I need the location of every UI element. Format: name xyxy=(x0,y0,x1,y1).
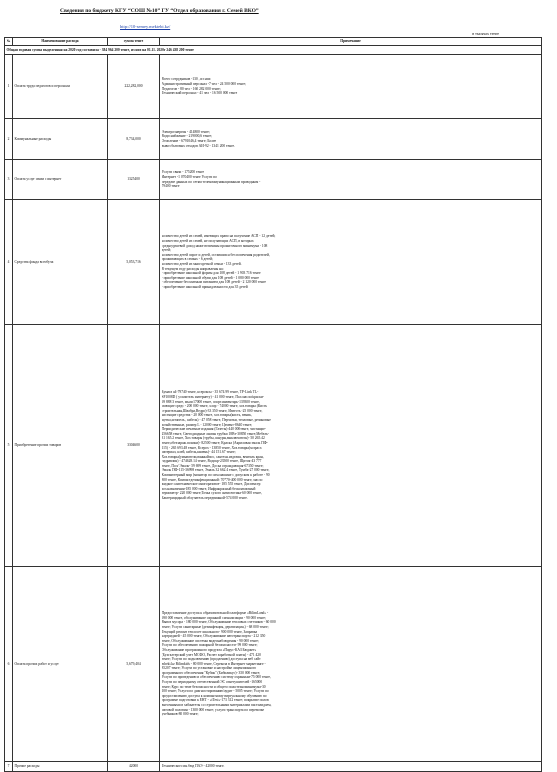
expense-note xyxy=(160,160,542,200)
note-line: Вывоз мусора - 180 000 тенге, Обслуживание тепловых счетчиков - 60 000 xyxy=(161,620,276,625)
note-line: Эмаль ПФ-115-36998 тенге, Эмаль 32 662.4 тенге, Тумба-27 000 тенге, xyxy=(161,468,270,473)
table-row xyxy=(5,160,542,200)
note-line: предоставлению доступа к компактному виртуальному обучению по xyxy=(161,693,267,698)
note-line: 115) - 265 693.48 тенге, Ксерох - 13850 тенге, Хоз.товары(хозрасх xyxy=(161,445,262,450)
note-line: проживающих в семьях - 6 детей; xyxy=(161,257,214,262)
note-line: Бумага a4-79740 тенге, ксероксы - 35 674.99 тенге, TP-Link TL- xyxy=(161,390,259,395)
note-line: количество детей из многодетной семьи - 133 детей. xyxy=(161,262,242,266)
note-line: Водоснабжение - 219000,6 тенге; xyxy=(161,134,213,139)
note-line: матовой половин - 1300 000 тенге; услуги транспорта по перевозке xyxy=(161,707,265,712)
expense-sum: 42000 xyxy=(108,762,160,772)
expense-sum: 3304600 xyxy=(108,325,160,567)
note-line: Услуги по обеспечению пожарной безопасности- 99 000 тенге; xyxy=(161,643,258,648)
note-line: 800 тенге, Компастдезинфекционный: 70*70-400 000 тенге, масло xyxy=(161,477,263,482)
website-link[interactable]: http://10-semey.mektebi.kz/ xyxy=(120,24,171,29)
note-line: Отопление - 6791046,4 тенге; Более xyxy=(161,139,217,143)
note-line: передаче данных по сетям телекоммуникационным проводным - xyxy=(161,179,261,184)
note-line: Услуги по проведению и обеспечению систему охранным-75 000 тенге, xyxy=(161,675,271,680)
note-line: (Бухгалтерский учет МСФО, Расчет заработной платы) - 471 420 xyxy=(161,652,261,657)
expense-name: Приобретение прочих товаров xyxy=(13,325,108,567)
note-line: - обеспечение бесплатным питанием для 108 детей - 2 120 000 тенге xyxy=(161,280,267,285)
table-row xyxy=(5,762,542,772)
note-line: В текущем году расходы направлены на: xyxy=(161,266,224,271)
note-line: Компьютерный мир (монитор по сим.машине с допуском к работе - 90 xyxy=(161,473,270,478)
note-line: количество детей из семей, имеющих право на получение АСП - 12 детей; xyxy=(161,234,276,239)
table-row xyxy=(5,200,542,325)
expense-name: Оплата труда педагогов и персонала xyxy=(13,55,108,119)
expense-sum: 1325400 xyxy=(108,160,160,200)
note-line: Хоз.товары(умыватели,ванныйпос, сантехн.изделия, вентиль кран, xyxy=(161,454,264,459)
expense-note xyxy=(160,325,542,567)
table-row xyxy=(5,119,542,160)
row-number: 6 xyxy=(5,567,13,762)
note-line: 69 888 3 тенге, мыло17000 тенге, спорт.инвентарь-139300 тенге, xyxy=(161,399,260,404)
note-line: 256658 тенге, Светодиодные лампы трубки 18Вт-30850 тенге;Мебель- xyxy=(161,431,269,436)
row-number: 7 xyxy=(5,762,13,772)
expense-note xyxy=(160,119,542,160)
note-line: Услуги по периодному отечественной ЭС огнетушителей -165000 xyxy=(161,680,263,685)
document-title: Сведения по бюджету КГУ “СОШ №10” ГУ “Отдел образования г. Семей ВКО” xyxy=(60,8,259,14)
note-line: картриджей - 45 000 тенге, Обслуживание автотранспорта - 212 350 xyxy=(161,634,266,639)
expense-name: Средства фонда всеобуча xyxy=(13,200,108,325)
note-line: Интернет -1 070400 тенге Услуги по xyxy=(161,174,217,179)
note-line: количество детей сирот и детей, оставшихся без попечения родителей, xyxy=(161,252,270,257)
note-line: материал, клей, кабель,камень)- 44 151.67 тенге; xyxy=(161,450,236,455)
expense-sum: 5,679,404 xyxy=(108,567,160,762)
note-line: Технический персонал - 41 чел - 16 500 000 тенге xyxy=(161,91,238,96)
note-line: Обслуживание программного продукта «Парус-КАЗ Бюджет» xyxy=(161,647,257,652)
table-header-row xyxy=(5,38,542,46)
note-line: хозяйственные, размер L - 12000 тенге; Цемент-8640 тенге; xyxy=(161,422,253,427)
note-line: Всего сотрудников -130 , из них: xyxy=(161,77,212,82)
expense-note xyxy=(160,200,542,325)
note-line: 690 000 тенге, обслуживание охранной сигнализации - 90 000 тенге; xyxy=(161,615,267,620)
note-line: 85207 тенге; Услуги по установке и настройке лицензионного xyxy=(161,666,257,671)
note-line: Административный персонал -7 чел - 24 500 000 тенге; xyxy=(161,81,247,86)
note-line: 31 165.2 тенге, Хоз.товары (трубы, шнуры,выключатель)- 50 265.42 xyxy=(161,436,265,441)
note-line: термометр- 220 000 тенге;Точка сухого антисептика-60 000 тенге, xyxy=(161,491,262,496)
note-line: щетка,штапель , кабель) - 47 058 тенге, Перчатки, тепловые, резиновые xyxy=(161,417,271,422)
expense-name: Прочие расходы xyxy=(13,762,108,772)
row-number: 1 xyxy=(5,55,13,119)
note-line: Текущий ремонт теплосет школьного- 900 000 тенге, Заправка xyxy=(161,629,258,634)
note-line: - приобретение школьной формы для 108 детей - 1 903 716 тенге xyxy=(161,271,261,276)
note-line: тенге; Курс по теме безопасности и общего пожстехноминимума-30 xyxy=(161,684,266,689)
units-note: в тысячах тенге xyxy=(472,31,499,36)
note-line: тенге; Услуги по подключению (продлению) доступа на веб сайт xyxy=(161,657,261,662)
note-line: Предоставление доступа к образовательной платформе «BilimLand» - xyxy=(161,611,269,616)
total-text: Общая годовая сумма выделенная на 2020 год составила - 384 964 200 тенге, из них на 01.11. 2020г 246 438 200 тенге xyxy=(5,46,542,55)
expense-sum: 222,282,000 xyxy=(108,55,160,119)
note-line: тенге; Услуги санитарные (дезинфекция, дератизация,) - 68 000 тенге; xyxy=(161,624,269,629)
note-line: Бактерицидный облучатель передвижной-574 000 тенге. xyxy=(161,496,248,501)
note-line: среднедушевой доход ниже величины прожиточного минимума - 108 xyxy=(161,243,268,248)
note-line: - приобретение школьной принадлежности для 35 детей xyxy=(161,284,248,289)
expense-note xyxy=(160,762,542,772)
note-line: Технического ин.бюд ПАЭ - 42000 тенге. xyxy=(161,764,225,769)
note-line: программного обеспечения "Кубик" (Бибиликус)- 350 000 тенге; xyxy=(161,670,261,675)
expense-name: Коммунальные расходы xyxy=(13,119,108,160)
note-line: внесенными в хабжатеты со строительными материалами пастилидаем, xyxy=(161,703,272,708)
total-row xyxy=(5,46,542,55)
row-number: 3 xyxy=(5,160,13,200)
note-line: Услуги связи - 175200 тенге xyxy=(161,170,205,175)
note-line: - приобретение школьной обуви для 108 детей - 1 080 000 тенге xyxy=(161,275,259,280)
note-line: тенге, Обслуживание системы видеонаблюдения - 90 000 тенге; xyxy=(161,638,260,643)
expense-note xyxy=(160,55,542,119)
table-row xyxy=(5,567,542,762)
expense-note xyxy=(160,567,542,762)
note-line: Педагогов - 80 чел - 160 282 000 тенге; xyxy=(161,86,221,91)
row-number: 4 xyxy=(5,200,13,325)
note-line: SF1008D ( усилитель интернету) - 41 000 тенге, Пол.масло/краски- xyxy=(161,394,264,399)
expense-sum: 5,053,716 xyxy=(108,200,160,325)
note-line: mbeki.kz Bilimkids - 80 000 тенге, Стрекоза в Интернет маркетинге - xyxy=(161,661,266,666)
header-num: № xyxy=(5,38,13,46)
budget-table xyxy=(4,37,542,772)
expense-name: Оплата прочих работ и услуг xyxy=(13,567,108,762)
note-line: тенге, Пол/ Эмаль- 59 699 тенге, Доска ограждающая-67350 тенге; xyxy=(161,463,264,468)
table-row xyxy=(5,55,542,119)
note-line: Периодические печатные издания (Газеты)-440 000тенге, чистящие- xyxy=(161,427,267,432)
header-sum: сумма тенге xyxy=(108,38,160,46)
note-line: моющие средс - 200 000 тенге, хлор - 74000 тенге, хоз.товары (Кисть xyxy=(161,404,268,409)
note-line: учебников-80 000 тенге; xyxy=(161,712,199,717)
note-line: тенге,обеззараж.поилки)- 82500 тенге; Краска (Акриловая эмаль ПФ- xyxy=(161,440,268,445)
row-number: 5 xyxy=(5,325,13,567)
note-line: хоз.назначения-185 000 тенге, Инфракрасный бесконтактный xyxy=(161,486,256,491)
table-row xyxy=(5,325,542,567)
note-line: 100 тенге; Услуги по диагностированию/аудит - 5005 тенге; Услуги по xyxy=(161,689,269,694)
note-line: детей; xyxy=(161,248,172,253)
note-line: Электроэнергия - 414800 тенге; xyxy=(161,129,210,134)
note-line: чистящие средства - 20 000 тенге, хоз.товары(кисть, веник, xyxy=(161,413,252,418)
note-line: вывоз бытовых отходов АИ-92 - 1341 200 тенге. xyxy=(161,143,236,148)
note-line: строительная,Швабра,Ведро)-33 350 тенге, Известь -25 000 тенге, xyxy=(161,408,263,413)
note-line: программе подготовки к ЕНТ - «iTest»-173 312 тенге; покрытие полов xyxy=(161,698,269,703)
header-name: Наименование расхода xyxy=(13,38,108,46)
note-line: жидкое сантехническое многоразовое- 185 555 тенге, Диспенсер xyxy=(161,482,261,487)
note-line: гидравлик) - 474628.14 тенге, Водокр-23500 тенге, Щиток-43 777 xyxy=(161,459,262,464)
expense-sum: 8,734,000 xyxy=(108,119,160,160)
expense-name: Оплата услуг связи с интернет xyxy=(13,160,108,200)
row-number: 2 xyxy=(5,119,13,160)
note-line: 79400 тенге xyxy=(161,184,180,189)
note-line: количество детей из семей, не получающих АСП, в которых xyxy=(161,239,254,244)
header-note: Примечание xyxy=(160,38,542,46)
